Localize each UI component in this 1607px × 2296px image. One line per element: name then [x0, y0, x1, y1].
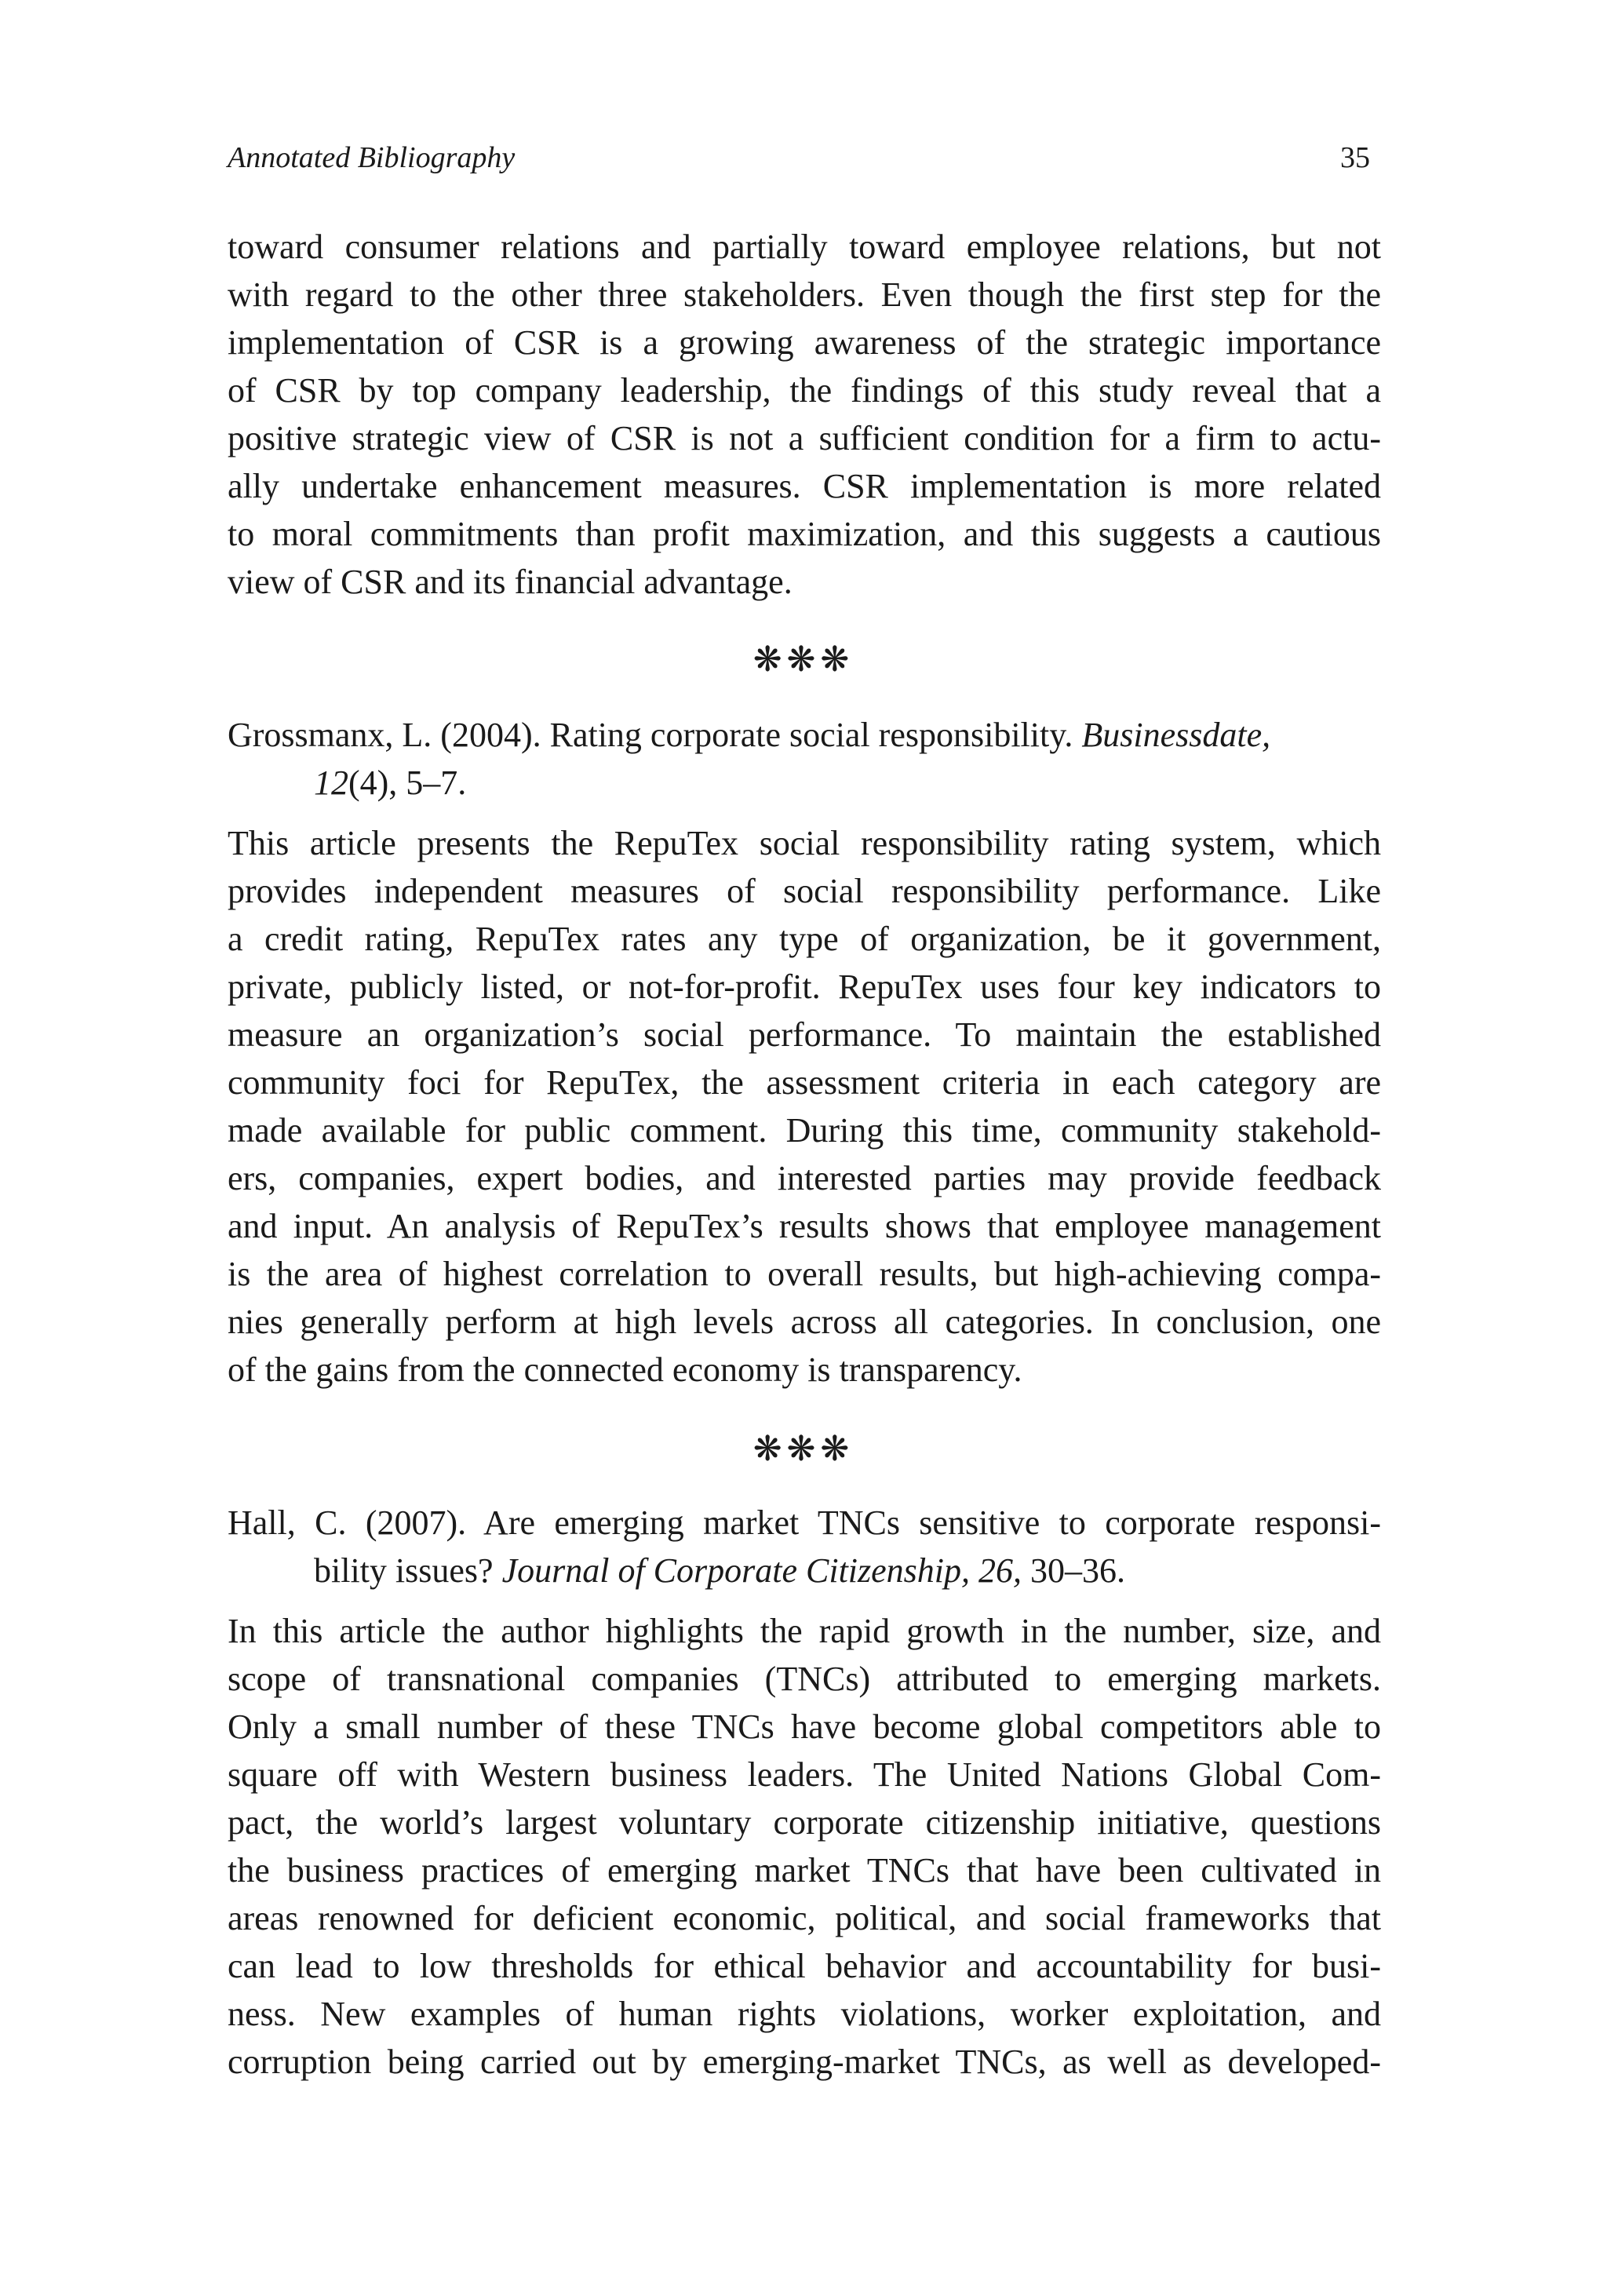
text-line: toward consumer relations and partially toward employee relations, but not: [228, 228, 1381, 266]
page-number: 35: [1340, 141, 1370, 174]
text-line: the business practices of emerging market TNCs that have been cultivated in: [228, 1851, 1381, 1890]
running-head: Annotated Bibliography: [228, 141, 516, 174]
annotation-grossmanx: [228, 819, 1381, 1394]
reference-journal: Journal of Corporate Citizenship, 26,: [501, 1551, 1022, 1590]
text-line: a credit rating, RepuTex rates any type of organization, be it government,: [228, 920, 1381, 958]
text-line: implementation of CSR is a growing awareness of the strategic importance: [228, 323, 1381, 362]
text-line: with regard to the other three stakeholders. Even though the first step for the: [228, 275, 1381, 314]
text-line: measure an organization’s social performance. To maintain the established: [228, 1015, 1381, 1054]
reference-pages: 30–36.: [1022, 1551, 1126, 1590]
reference-line: [228, 1547, 1381, 1594]
reference-line: [228, 759, 1381, 807]
text-line: private, publicly listed, or not-for-profit. RepuTex uses four key indicators to: [228, 968, 1381, 1006]
text-line: In this article the author highlights the rapid growth in the number, size, and: [228, 1612, 1381, 1650]
text-line: pact, the world’s largest voluntary corporate citizenship initiative, questions: [228, 1803, 1381, 1842]
text-line: of the gains from the connected economy is transparency.: [228, 1350, 1022, 1389]
text-line: ness. New examples of human rights violations, worker exploitation, and: [228, 1995, 1381, 2033]
text-line: can lead to low thresholds for ethical behavior and accountability for busi-: [228, 1947, 1381, 1985]
paragraph-continuation: [228, 223, 1381, 606]
text-line: provides independent measures of social responsibility performance. Like: [228, 872, 1381, 910]
text-line: of CSR by top company leadership, the findings of this study reveal that a: [228, 371, 1381, 410]
text-line: ally undertake enhancement measures. CSR implementation is more related: [228, 467, 1381, 505]
text-line: made available for public comment. During this time, community stakehold-: [228, 1111, 1381, 1150]
text-line: is the area of highest correlation to overall results, but high-achieving compa-: [228, 1255, 1381, 1293]
annotation-hall: [228, 1607, 1381, 2086]
reference-grossmanx: [228, 711, 1381, 807]
section-separator: ❋❋❋: [752, 640, 855, 680]
text-line: areas renowned for deficient economic, political, and social frameworks that: [228, 1899, 1381, 1937]
text-line: corruption being carried out by emerging-market TNCs, as well as developed-: [228, 2043, 1381, 2081]
reference-journal: Businessdate,: [1081, 716, 1271, 754]
text-line: ers, companies, expert bodies, and interested parties may provide feedback: [228, 1159, 1381, 1197]
reference-text: Grossmanx, L. (2004). Rating corporate social responsibility.: [228, 716, 1082, 754]
reference-hall: [228, 1499, 1381, 1594]
reference-text: bility issues?: [314, 1551, 502, 1590]
text-line: view of CSR and its financial advantage.: [228, 563, 793, 601]
reference-text: (4), 5–7.: [348, 764, 467, 802]
text-line: scope of transnational companies (TNCs) attributed to emerging markets.: [228, 1660, 1381, 1698]
text-line: This article presents the RepuTex social responsibility rating system, which: [228, 824, 1381, 862]
reference-line: Hall, C. (2007). Are emerging market TNCs sensitive to corporate responsi-: [228, 1503, 1381, 1542]
reference-line: [228, 711, 1381, 759]
text-line: community foci for RepuTex, the assessment criteria in each category are: [228, 1063, 1381, 1102]
text-line: to moral commitments than profit maximization, and this suggests a cautious: [228, 515, 1381, 553]
reference-volume: 12: [314, 764, 348, 802]
text-line: square off with Western business leaders. The United Nations Global Com-: [228, 1755, 1381, 1794]
text-line: positive strategic view of CSR is not a sufficient condition for a firm to actu-: [228, 419, 1381, 457]
text-line: and input. An analysis of RepuTex’s results shows that employee management: [228, 1207, 1381, 1245]
text-line: Only a small number of these TNCs have become global competitors able to: [228, 1707, 1381, 1746]
section-separator: ❋❋❋: [752, 1429, 855, 1469]
text-line: nies generally perform at high levels across all categories. In conclusion, one: [228, 1303, 1381, 1341]
